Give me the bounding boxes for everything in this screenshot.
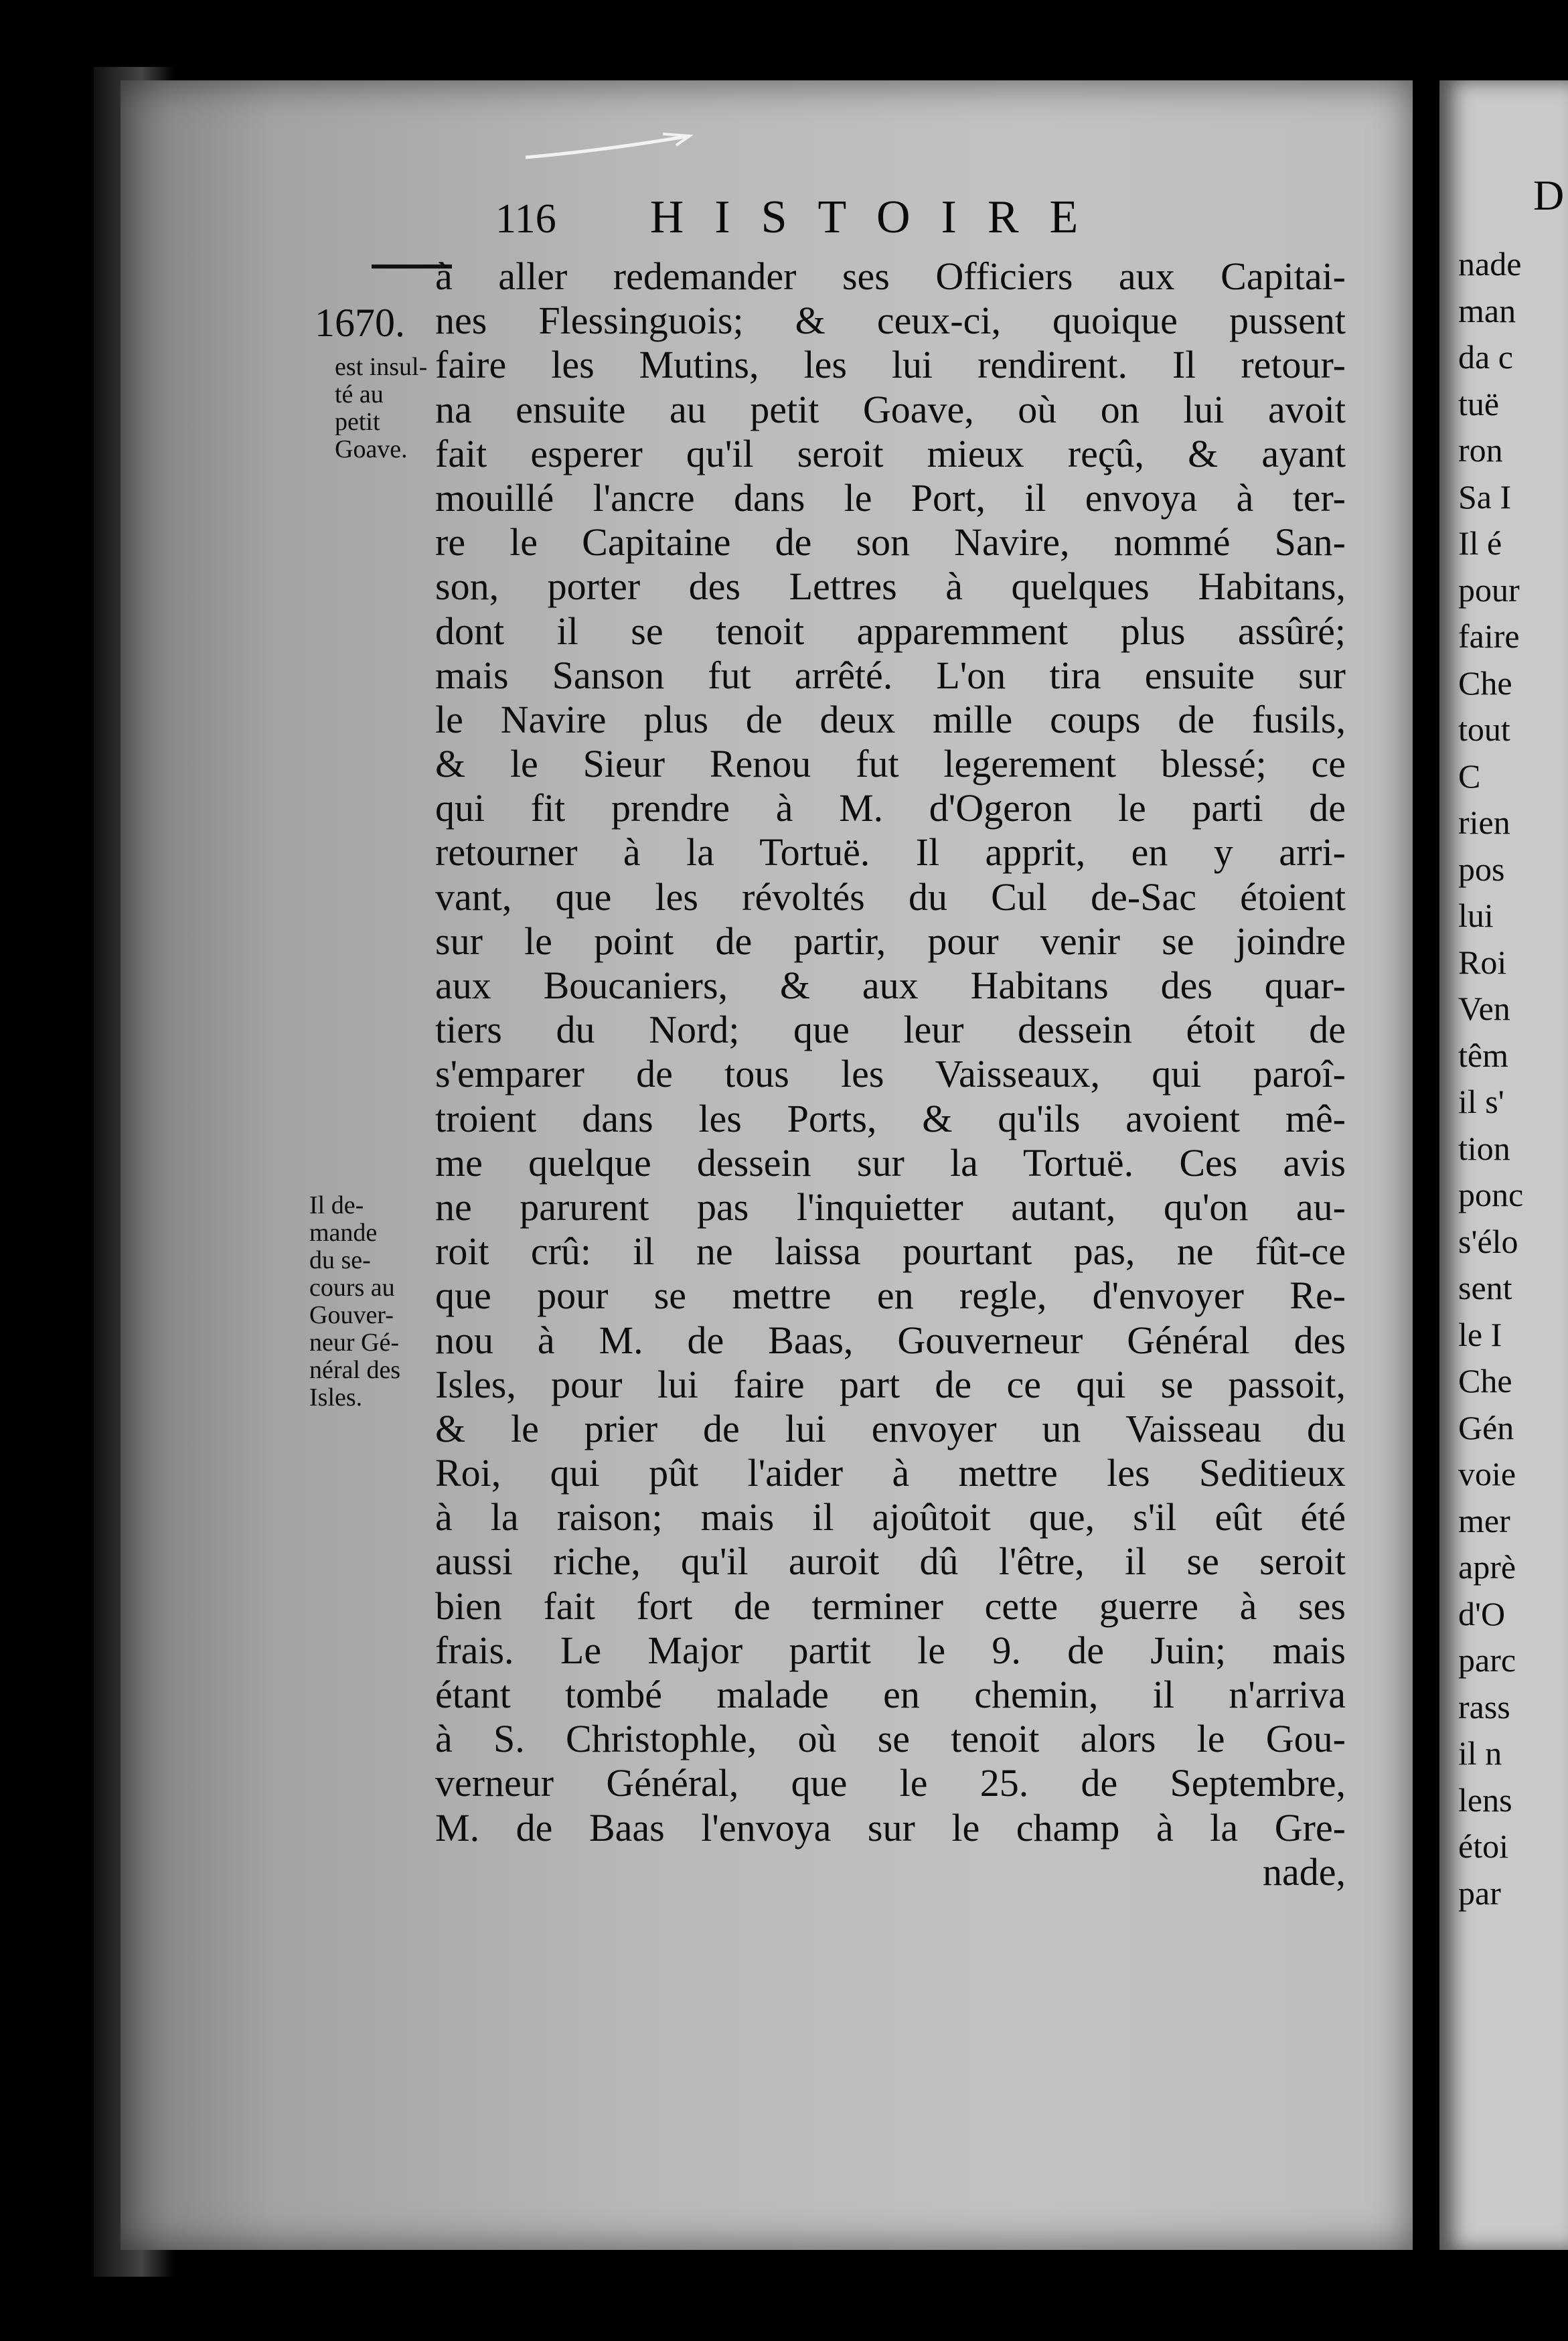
facing-text-line: rass [1458,1687,1510,1726]
page-number: 116 [495,196,556,242]
text-line: nou à M. de Baas, Gouverneur Général des [435,1318,1346,1362]
facing-text-line: tion [1458,1129,1510,1167]
text-line: & le prier de lui envoyer un Vaisseau du [435,1406,1346,1450]
text-line: mouillé l'ancre dans le Port, il envoya à ter- [435,475,1346,520]
margin-note-line: petit [335,408,380,436]
facing-text-line: aprè [1458,1548,1516,1586]
text-line: verneur Général, que le 25. de Septembre, [435,1761,1346,1805]
margin-note-line: est insul- [335,353,428,381]
facing-text-line: le I [1458,1315,1502,1353]
body-text [435,254,1346,1894]
text-line: troient dans les Ports, & qu'ils avoient mê- [435,1096,1346,1140]
text-line: & le Sieur Renou fut legerement blessé; ce [435,742,1346,786]
pen-stroke-mark [522,131,696,164]
text-line: retourner à la Tortuë. Il apprit, en y arri- [435,830,1346,875]
margin-note-line: té au [335,380,384,408]
running-head [495,191,1352,244]
facing-page-head: D [1533,171,1565,219]
text-line: que pour se mettre en regle, d'envoyer Re- [435,1274,1346,1318]
text-line: bien fait fort de terminer cette guerre à ses [435,1584,1346,1628]
text-line: dont il se tenoit apparemment plus assûré; [435,609,1346,653]
facing-text-line: étoi [1458,1827,1508,1865]
facing-text-line: mer [1458,1501,1510,1539]
facing-text-line: lens [1458,1781,1512,1819]
text-line: à la raison; mais il ajoûtoit que, s'il eût été [435,1495,1346,1539]
text-line: nes Flessinguois; & ceux-ci, quoique pussent [435,299,1346,343]
catchword: nade, [1263,1849,1346,1894]
text-line: aux Boucaniers, & aux Habitans des quar- [435,964,1346,1007]
facing-text-line: têm [1458,1036,1508,1074]
facing-text-line: il s' [1458,1083,1504,1120]
text-line: me quelque dessein sur la Tortuë. Ces avis [435,1140,1346,1185]
margin-note-line: mande [309,1219,378,1247]
text-line: qui fit prendre à M. d'Ogeron le parti de [435,786,1346,830]
facing-text-line: il n [1458,1734,1502,1772]
text-line: à aller redemander ses Officiers aux Capitai- [435,254,1346,298]
text-line: frais. Le Major partit le 9. de Juin; mais [435,1628,1346,1672]
facing-text-line: man [1458,291,1516,329]
facing-text-line: sent [1458,1269,1512,1306]
facing-text-line: Ven [1458,990,1510,1027]
margin-note-line: néral des [309,1356,401,1384]
text-line: tiers du Nord; que leur dessein étoit de [435,1008,1346,1052]
facing-text-line: voie [1458,1455,1516,1493]
margin-note-line: neur Gé- [309,1329,399,1357]
facing-text-line: Roi [1458,943,1507,981]
text-line: na ensuite au petit Goave, où on lui avoit [435,387,1346,431]
text-line: le Navire plus de deux mille coups de fusils, [435,697,1346,741]
facing-text-line: pour [1458,571,1520,609]
text-line: re le Capitaine de son Navire, nommé San- [435,520,1346,564]
facing-text-line: d'O [1458,1594,1506,1633]
margin-note-line: cours au [309,1274,395,1302]
margin-note-line: du se- [309,1246,371,1274]
facing-text-line: nade [1458,245,1522,283]
facing-text-line: faire [1458,617,1520,655]
facing-text-line: tout [1458,710,1510,748]
text-line: vant, que les révoltés du Cul de-Sac étoient [435,875,1346,919]
facing-text-line: parc [1458,1641,1516,1679]
text-line: mais Sanson fut arrêté. L'on tira ensuite sur [435,653,1346,697]
text-line: M. de Baas l'envoya sur le champ à la Gre- [435,1805,1346,1849]
facing-text-line: da c [1458,338,1513,376]
facing-text-line: ron [1458,431,1503,469]
margin-note-line: Gouver- [309,1301,394,1329]
margin-note-help-request [309,1192,437,1412]
facing-text-line: Che [1458,664,1512,702]
facing-text-line: pos [1458,850,1505,888]
text-line: aussi riche, qu'il auroit dû l'être, il se seroit [435,1539,1346,1584]
facing-text-line: Gén [1458,1408,1514,1446]
facing-text-line: Sa I [1458,477,1512,516]
facing-text-line: par [1458,1874,1501,1912]
text-line: étant tombé malade en chemin, il n'arriva [435,1673,1346,1716]
margin-note-insulted [335,354,435,463]
text-line: faire les Mutins, les lui rendirent. Il retour- [435,343,1346,387]
text-line: roit crû: il ne laissa pourtant pas, ne fût-ce [435,1229,1346,1274]
facing-text-line: tuë [1458,384,1500,423]
margin-note-line: Isles. [309,1383,363,1412]
text-line: à S. Christophle, où se tenoit alors le Gou- [435,1717,1346,1761]
text-line: fait esperer qu'il seroit mieux reçû, & ayant [435,431,1346,475]
facing-text-line: lui [1458,897,1494,934]
facing-page-text [1458,241,1523,1916]
facing-text-line: C [1458,757,1481,795]
text-line: ne parurent pas l'inquietter autant, qu'on au- [435,1185,1346,1229]
text-line: son, porter des Lettres à quelques Habitans, [435,564,1346,609]
facing-text-line: rien [1458,804,1510,841]
text-line: sur le point de partir, pour venir se joindre [435,919,1346,963]
facing-text-line: Il é [1458,524,1502,562]
margin-year: 1670. [315,301,405,345]
margin-note-line: Goave. [335,435,408,463]
facing-text-line: ponc [1458,1176,1524,1213]
facing-text-line: Che [1458,1362,1512,1400]
text-line: Isles, pour lui faire part de ce qui se passoit, [435,1362,1346,1406]
running-title: HISTOIRE [649,192,1109,243]
text-line: Roi, qui pût l'aider à mettre les Seditieux [435,1451,1346,1495]
facing-text-line: s'élo [1458,1222,1518,1260]
margin-note-line: Il de- [309,1191,364,1219]
text-line: s'emparer de tous les Vaisseaux, qui paroî- [435,1052,1346,1096]
